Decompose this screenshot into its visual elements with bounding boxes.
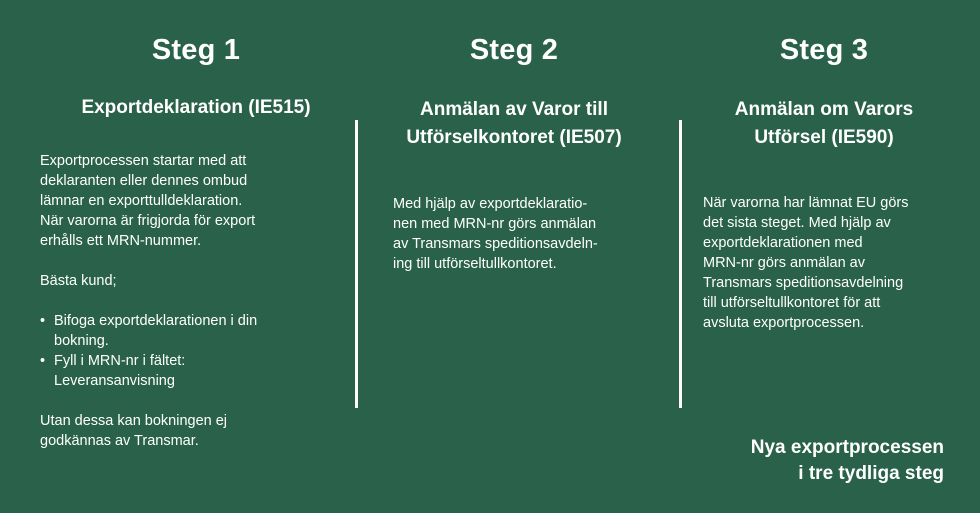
bullet-icon: •	[40, 313, 46, 329]
text-line: i tre tydliga steg	[798, 463, 944, 484]
text-line: bokning.	[54, 333, 109, 349]
text-line: När varorna har lämnat EU görs	[703, 195, 909, 211]
step-2-title	[354, 96, 674, 152]
step-3-heading: Steg 3	[779, 34, 869, 66]
text-line: till utförseltullkontoret för att	[703, 295, 881, 311]
step-1-outro	[40, 411, 330, 451]
text-line: Exportprocessen startar med att	[40, 153, 247, 169]
text-line: lämnar en exporttulldeklaration.	[40, 193, 243, 209]
text-line: nen med MRN-nr görs anmälan	[393, 216, 597, 232]
step-1-body	[40, 151, 330, 451]
text-line: Utan dessa kan bokningen ej	[40, 413, 228, 429]
step-1-heading: Steg 1	[151, 34, 241, 66]
text-line: Leveransanvisning	[54, 373, 175, 389]
text-line: exportdeklarationen med	[703, 235, 863, 251]
step-2-heading: Steg 2	[469, 34, 559, 66]
text-line: Utförselkontoret (IE507)	[406, 127, 622, 148]
text-line: Anmälan av Varor till	[420, 99, 608, 120]
text-line: Utförsel (IE590)	[754, 127, 894, 148]
list-item	[40, 311, 330, 351]
text-line: Fyll i MRN-nr i fältet:	[54, 353, 186, 369]
text-line: Anmälan om Varors	[734, 99, 914, 120]
text-line: det sista steget. Med hjälp av	[703, 215, 891, 231]
step-1-intro	[40, 151, 330, 251]
instruction-list	[40, 311, 330, 391]
customer-label: Bästa kund;	[40, 273, 117, 289]
text-line: Nya exportprocessen	[750, 437, 944, 458]
divider-line	[679, 120, 682, 408]
tagline	[751, 435, 944, 487]
bullet-icon: •	[40, 353, 46, 369]
text-line: Transmars speditionsavdelning	[703, 275, 904, 291]
divider-line	[355, 120, 358, 408]
step-1-title: Exportdeklaration (IE515)	[81, 97, 311, 118]
step-3-title	[664, 96, 980, 152]
text-line: MRN-nr görs anmälan av	[703, 255, 865, 271]
text-line: godkännas av Transmar.	[40, 433, 199, 449]
text-line: deklaranten eller dennes ombud	[40, 173, 248, 189]
list-item	[40, 351, 330, 391]
step-3-body	[703, 193, 968, 333]
step-2-body	[393, 194, 663, 274]
text-line: När varorna är frigjorda för export	[40, 213, 256, 229]
text-line: Bifoga exportdeklarationen i din	[54, 313, 258, 329]
text-line: avsluta exportprocessen.	[703, 315, 865, 331]
text-line: av Transmars speditionsavdeln-	[393, 236, 598, 252]
text-line: erhålls ett MRN-nummer.	[40, 233, 202, 249]
text-line: Med hjälp av exportdeklaratio-	[393, 196, 588, 212]
text-line: ing till utförseltullkontoret.	[393, 256, 557, 272]
